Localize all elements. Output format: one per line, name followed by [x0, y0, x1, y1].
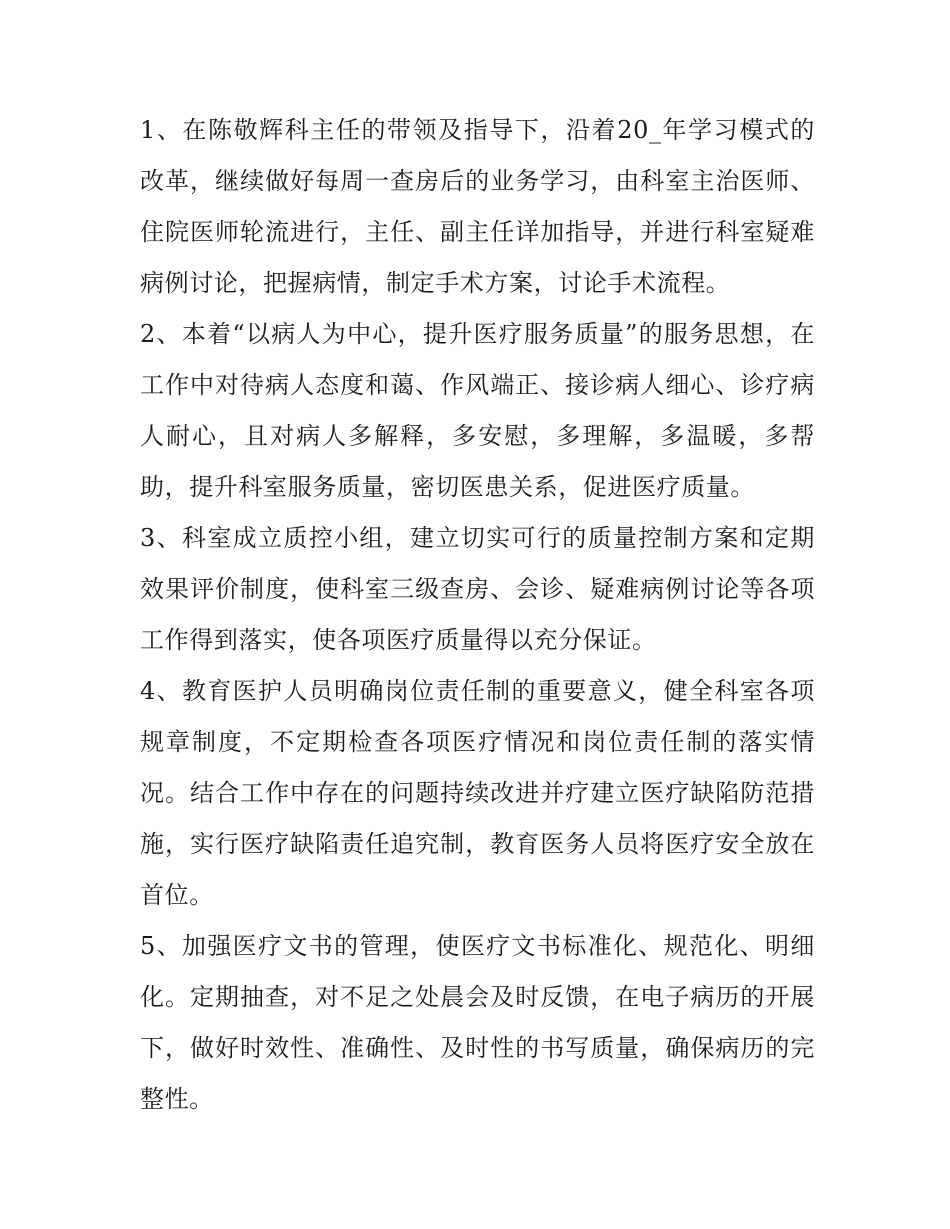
paragraph-1: 1、在陈敬辉科主任的带领及指导下，沿着20_年学习模式的改革，继续做好每周一查房后的业务学习，由科室主治医师、住院医师轮流进行，主任、副主任详加指导，并进行科室疑难病例讨论，把握病情，制定手术方案，讨论手术流程。 — [140, 116, 815, 297]
paragraph-2: 2、本着“以病人为中心，提升医疗服务质量”的服务思想，在工作中对待病人态度和蔼、作风端正、接诊病人细心、诊疗病人耐心，且对病人多解释，多安慰，多理解，多温暖，多帮助，提升科室服务质量，密切医患关系，促进医疗质量。 — [140, 320, 815, 501]
paragraph-4: 4、教育医护人员明确岗位责任制的重要意义，健全科室各项规章制度，不定期检查各项医疗情况和岗位责任制的落实情况。结合工作中存在的问题持续改进并疗建立医疗缺陷防范措施，实行医疗缺陷责任追究制，教育医务人员将医疗安全放在首位。 — [140, 677, 815, 909]
paragraph-5: 5、加强医疗文书的管理，使医疗文书标准化、规范化、明细化。定期抽查，对不足之处晨会及时反馈，在电子病历的开展下，做好时效性、准确性、及时性的书写质量，确保病历的完整性。 — [140, 932, 815, 1113]
document-body — [140, 105, 815, 1125]
paragraph-3: 3、科室成立质控小组，建立切实可行的质量控制方案和定期效果评价制度，使科室三级查房、会诊、疑难病例讨论等各项工作得到落实，使各项医疗质量得以充分保证。 — [140, 524, 815, 654]
